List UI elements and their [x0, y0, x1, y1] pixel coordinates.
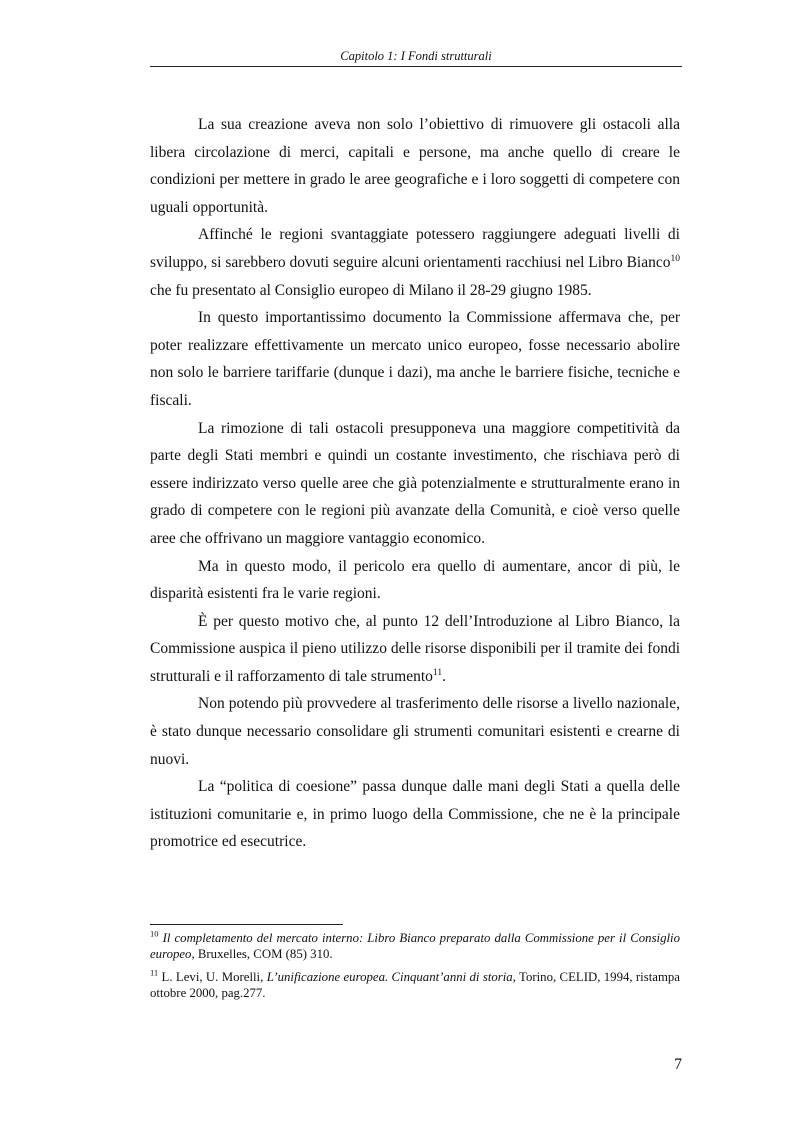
paragraph-3: In questo importantissimo documento la Commissione affermava che, per poter realizzare effettivamente un mercato unico europeo, fosse necessario abolire non solo le barriere tariffarie (dunque i dazi), ma anche le barriere fisiche, tecniche e fiscali.	[150, 309, 680, 409]
footnote-11-number: 11	[150, 967, 159, 978]
running-header: Capitolo 1: I Fondi strutturali	[340, 49, 492, 63]
paragraph-2-text-end: che fu presentato al Consiglio europeo di Milano il 28-29 giugno 1985.	[150, 281, 592, 299]
footnote-11-authors: L. Levi, U. Morelli,	[161, 970, 267, 984]
footnote-ref-11[interactable]: 11	[432, 667, 443, 678]
header-rule	[150, 66, 682, 67]
paragraph-2-text: Affinché le regioni svantaggiate potessero raggiungere adeguati livelli di sviluppo, si sarebbero dovuti seguire alcuni orientamenti racchiusi nel Libro Bianco	[150, 226, 680, 271]
paragraph-6-text: È per questo motivo che, al punto 12 dell’Introduzione al Libro Bianco, la Commissione auspica il pieno utilizzo delle risorse disponibili per il tramite dei fondi strutturali e il rafforzamento di tale strumento	[150, 612, 680, 685]
paragraph-6-text-end: .	[442, 667, 446, 685]
paragraph-2	[150, 221, 680, 304]
footnote-10-rest: , Bruxelles, COM (85) 310.	[191, 947, 333, 961]
footnote-ref-10[interactable]: 10	[670, 253, 680, 264]
paragraph-8: La “politica di coesione” passa dunque dalle mani degli Stati a quella delle istituzioni comunitarie e, in primo luogo della Commissione, che ne è la principale promotrice ed esecutrice.	[150, 778, 680, 851]
paragraph-5: Ma in questo modo, il pericolo era quello di aumentare, ancor di più, le disparità esistenti fra le varie regioni.	[150, 557, 680, 603]
footnote-10	[150, 930, 680, 962]
footnote-11	[150, 969, 680, 1001]
footnote-11-rest: , Torino, CELID, 1994, ristampa ottobre 2000, pag.277.	[150, 970, 680, 1000]
footnotes	[150, 930, 680, 1008]
paragraph-7: Non potendo più provvedere al trasferimento delle risorse a livello nazionale, è stato dunque necessario consolidare gli strumenti comunitari esistenti e crearne di nuovi.	[150, 695, 680, 768]
paragraph-4: La rimozione di tali ostacoli presupponeva una maggiore competitività da parte degli Stati membri e quindi un costante investimento, che rischiava però di essere indirizzato verso quelle aree che già potenzialmente e strutturalmente erano in grado di competere con le regioni più avanzate della Comunità, e cioè verso quelle aree che offrivano un maggiore vantaggio economico.	[150, 419, 680, 547]
page-number: 7	[674, 1056, 682, 1073]
paragraph-1: La sua creazione aveva non solo l’obiettivo di rimuovere gli ostacoli alla libera circolazione di merci, capitali e persone, ma anche quello di creare le condizioni per mettere in grado le aree geografiche e i loro soggetti di competere con uguali opportunità.	[150, 116, 680, 216]
main-text	[150, 111, 680, 856]
footnote-separator	[150, 924, 343, 925]
footnote-11-title: L’unificazione europea. Cinquant’anni di storia	[266, 970, 513, 984]
paragraph-6	[150, 608, 680, 691]
footnote-10-number: 10	[150, 928, 159, 939]
footnote-10-title: Il completamento del mercato interno: Libro Bianco preparato dalla Commissione per il Consiglio europeo	[150, 931, 681, 961]
